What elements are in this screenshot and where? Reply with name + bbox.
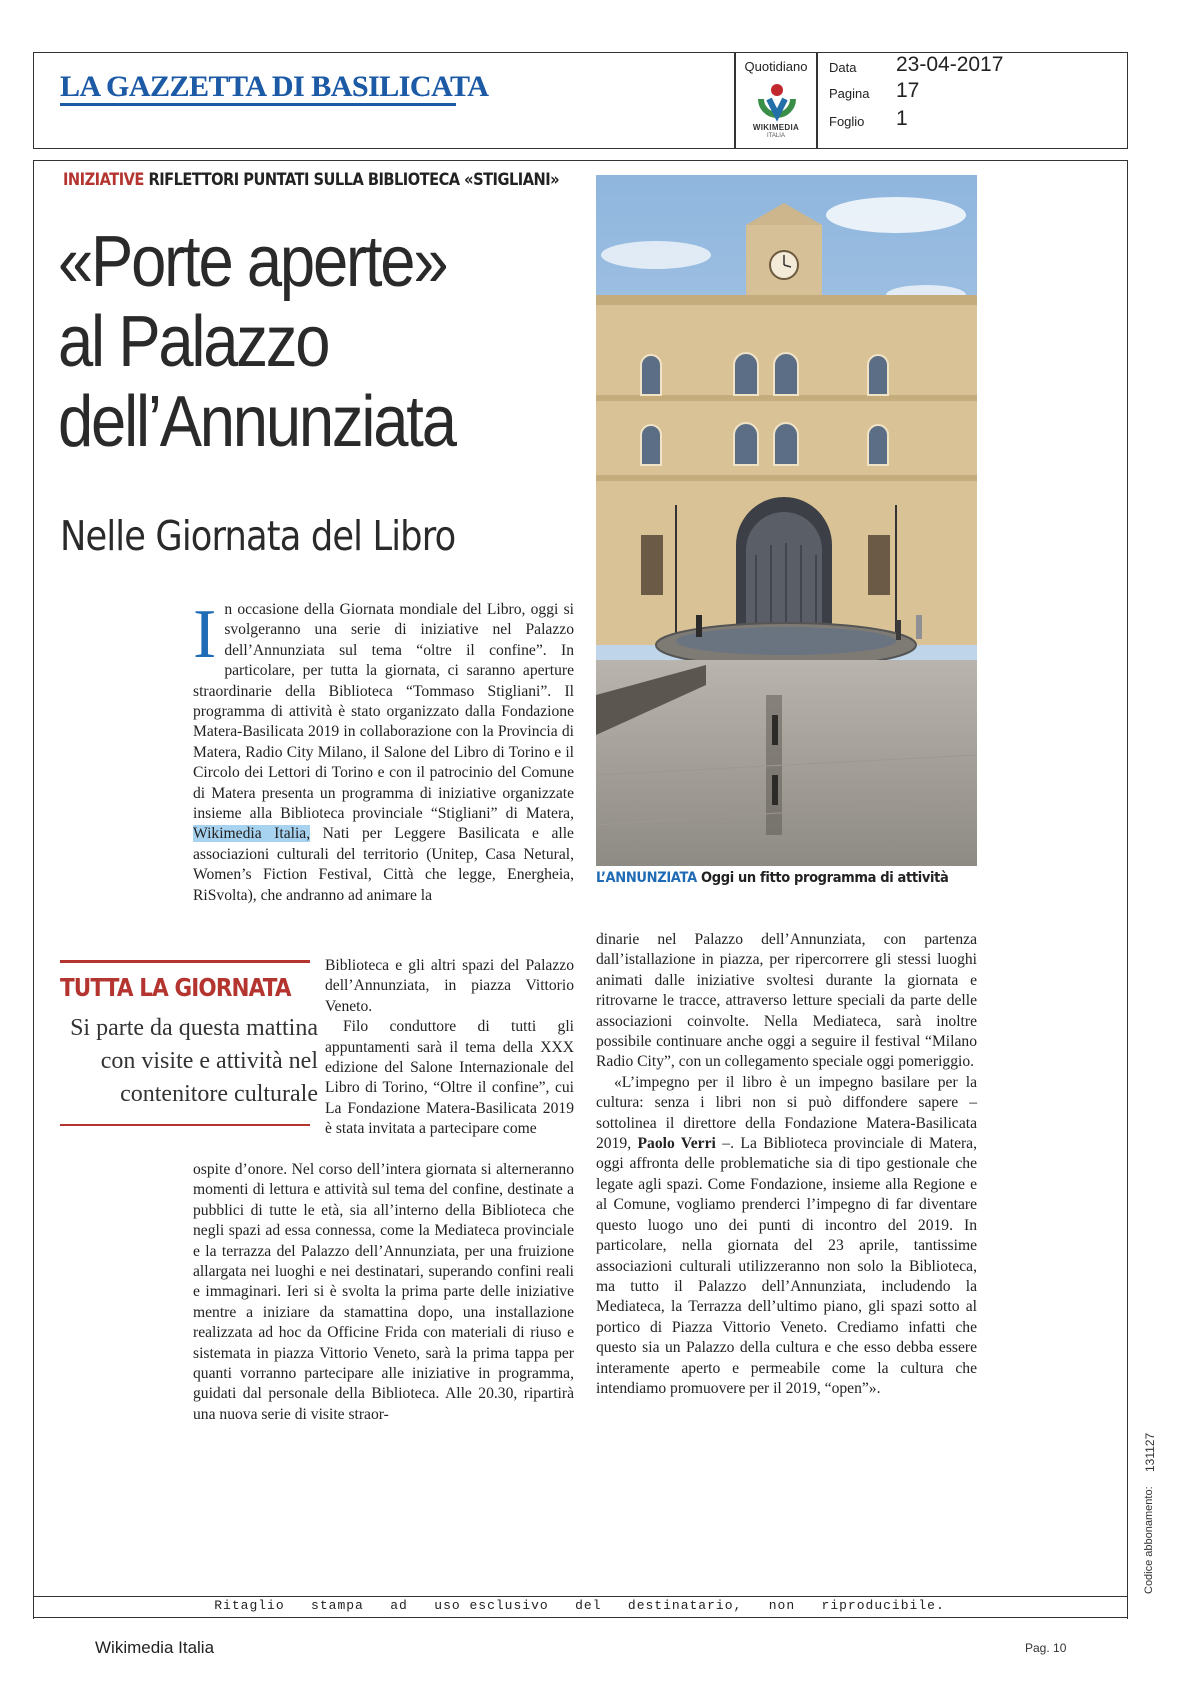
palazzo-annunziata-photo <box>596 175 977 866</box>
codice-label: Codice abbonamento: <box>1143 1486 1155 1594</box>
pagina-value: 17 <box>896 79 920 102</box>
title-line: «Porte aperte» <box>58 222 447 302</box>
sidebar-rule-top <box>60 960 310 963</box>
title-line: dell’Annunziata <box>58 382 455 462</box>
foglio-value: 1 <box>896 107 908 130</box>
data-label: Data <box>829 60 857 75</box>
caption-text: Oggi un fitto programma di attività <box>696 870 949 886</box>
page-footer-source: Wikimedia Italia <box>95 1638 215 1657</box>
wikimedia-logo-icon <box>755 79 799 123</box>
quote-text: «L’impegno per il libro è un impegno basilare per la cultura: senza i libri non si può diffondere sapere – sottolinea il direttore della Fondazione Matera-Basilicata 2019, <box>596 1073 977 1153</box>
sidebar-text: Si parte da questa mattina con visite e attività nel contenitore culturale <box>70 1015 318 1107</box>
header-box <box>33 52 1128 149</box>
wikimedia-logo-subtext: ITALIA <box>767 133 785 139</box>
codice-value: 131127 <box>1143 1432 1157 1472</box>
masthead-logo: LA GAZZETTA DI BASILICATA <box>60 70 489 103</box>
caption-label: L’ANNUNZIATA <box>596 870 697 886</box>
footer-notice: Ritaglio stampa ad uso esclusivo del destinatario, non riproducibile. <box>214 1598 945 1613</box>
article-lead <box>193 596 574 906</box>
paragraph <box>596 1073 977 1400</box>
page-number: Pag. 10 <box>1025 1641 1067 1655</box>
paragraph: Biblioteca e gli altri spazi del Palazzo dell’Annunziata, in piazza Vittorio Veneto. <box>325 957 574 1015</box>
header-divider <box>734 53 736 148</box>
title-line: al Palazzo <box>58 302 329 382</box>
paragraph: ospite d’onore. Nel corso dell’intera giornata si alterneranno momenti di lettura e attività sul tema del confine, destinate a pubblici di tutte le età, sia all’interno della Biblioteca che negli spazi ad essa connessa, come la Mediateca provinciale e la terrazza del Palazzo dell’Annunziata, per una fruizione allargata nei luoghi e nei destinatari, superando confini reali e immaginari. Ieri si è svolta la prima parte delle iniziative mentre a iniziare da stamattina dopo, una installazione realizzata ad hoc da Officine Frida con materiali di riuso e sistemata in piazza Vittorio Veneto, sarà la prima tappa per quanti vorranno partecipare alle iniziative in programma, guidati dal personale della Biblioteca. Alle 20.30, ripartirà una nuova serie di visite straor- <box>193 1161 574 1423</box>
codice-abbonamento <box>1143 1432 1163 1672</box>
paragraph: dinarie nel Palazzo dell’Annunziata, con partenza dall’istallazione in piazza, per ripercorrere gli stessi luoghi animati dalle iniziative svoltesi durante la giornata e ritrovarne le tracce, attraverso letture speciali da parte delle associazioni coinvolte. Nella Mediateca, sarà inoltre possibile continuare anche oggi a seguire il festival “Milano Radio City”, con un collegamento speciale oggi pomeriggio. <box>596 931 977 1071</box>
kicker-category: INIZIATIVE <box>63 170 144 190</box>
foglio-label: Foglio <box>829 114 865 129</box>
article-column-right <box>596 930 977 1399</box>
pagina-label: Pagina <box>829 86 870 101</box>
wikimedia-logo-text: WIKIMEDIA <box>752 123 800 132</box>
lead-text-after: Nati per Leggere Basilicata e alle associazioni culturali del territorio (Unitep, Casa Netural, Women’s Fiction Festival, Città che legge, Energheia, RiSvolta), che andranno ad animare la <box>193 825 574 904</box>
header-divider <box>816 53 818 148</box>
sidebar-heading: TUTTA LA GIORNATA <box>60 973 291 1002</box>
highlighted-mention: Wikimedia Italia, <box>193 825 311 843</box>
drop-cap: I <box>193 596 217 673</box>
quotidiano-label: Quotidiano <box>744 59 808 74</box>
masthead-rule <box>60 103 456 106</box>
article-column-lower <box>193 1160 574 1425</box>
article-kicker <box>63 170 560 190</box>
article-subtitle: Nelle Giornata del Libro <box>60 512 456 560</box>
lead-text: n occasione della Giornata mondiale del Libro, oggi si svolgeranno una serie di iniziative nel Palazzo dell’Annunziata sul tema “oltre il confine”. In particolare, per tutta la giornata, ci saranno aperture straordinarie della Biblioteca “Tommaso Stigliani”. Il programma di attività è stato organizzato dalla Fondazione Matera-Basilicata 2019 in collaborazione con la Provincia di Matera, Radio City Milano, il Salone del Libro di Torino e il Circolo dei Lettori di Torino e con il patrocinio del Comune di Matera presenta un programma di iniziative organizzate insieme alla Biblioteca provinciale “Stigliani” di Matera, <box>193 601 574 823</box>
quote-text-after: –. La Biblioteca provinciale di Matera, oggi affronta delle problematiche sia di tipo gestionale che legate agli spazi. Come Fondazione, insieme alla Regione e al Comune, vogliamo prenderci l’impegno di far diventare questo luogo uno dei punti di incontro del 2019. In particolare, nella giornata del 23 aprile, tantissime associazioni culturali utilizzeranno non solo la Biblioteca, ma tutto il Palazzo dell’Annunziata, includendo la Mediateca, la Terrazza dell’ultimo piano, gli spazi sotto al portico di Piazza Vittorio Veneto. Crediamo infatti che questo sia un Palazzo della cultura e che esso debba essere interamente aperto e permeabile come la cultura che intendiamo promuovere per il 2019, “open”». <box>596 1135 978 1397</box>
article-column-narrow <box>325 956 574 1140</box>
data-value: 23-04-2017 <box>896 53 1004 76</box>
article-title <box>58 222 533 462</box>
photo-caption <box>596 870 974 886</box>
kicker-text: RIFLETTORI PUNTATI SULLA BIBLIOTECA «STIGLIANI» <box>143 170 560 190</box>
quoted-person: Paolo Verri <box>637 1135 716 1153</box>
sidebar-rule-bottom <box>60 1124 310 1126</box>
paragraph: Filo conduttore di tutti gli appuntamenti sarà il tema della XXX edizione del Salone Internazionale del Libro di Torino, “Oltre il confine”, cui La Fondazione Matera-Basilicata 2019 è stata invitata a partecipare come <box>325 1018 574 1138</box>
